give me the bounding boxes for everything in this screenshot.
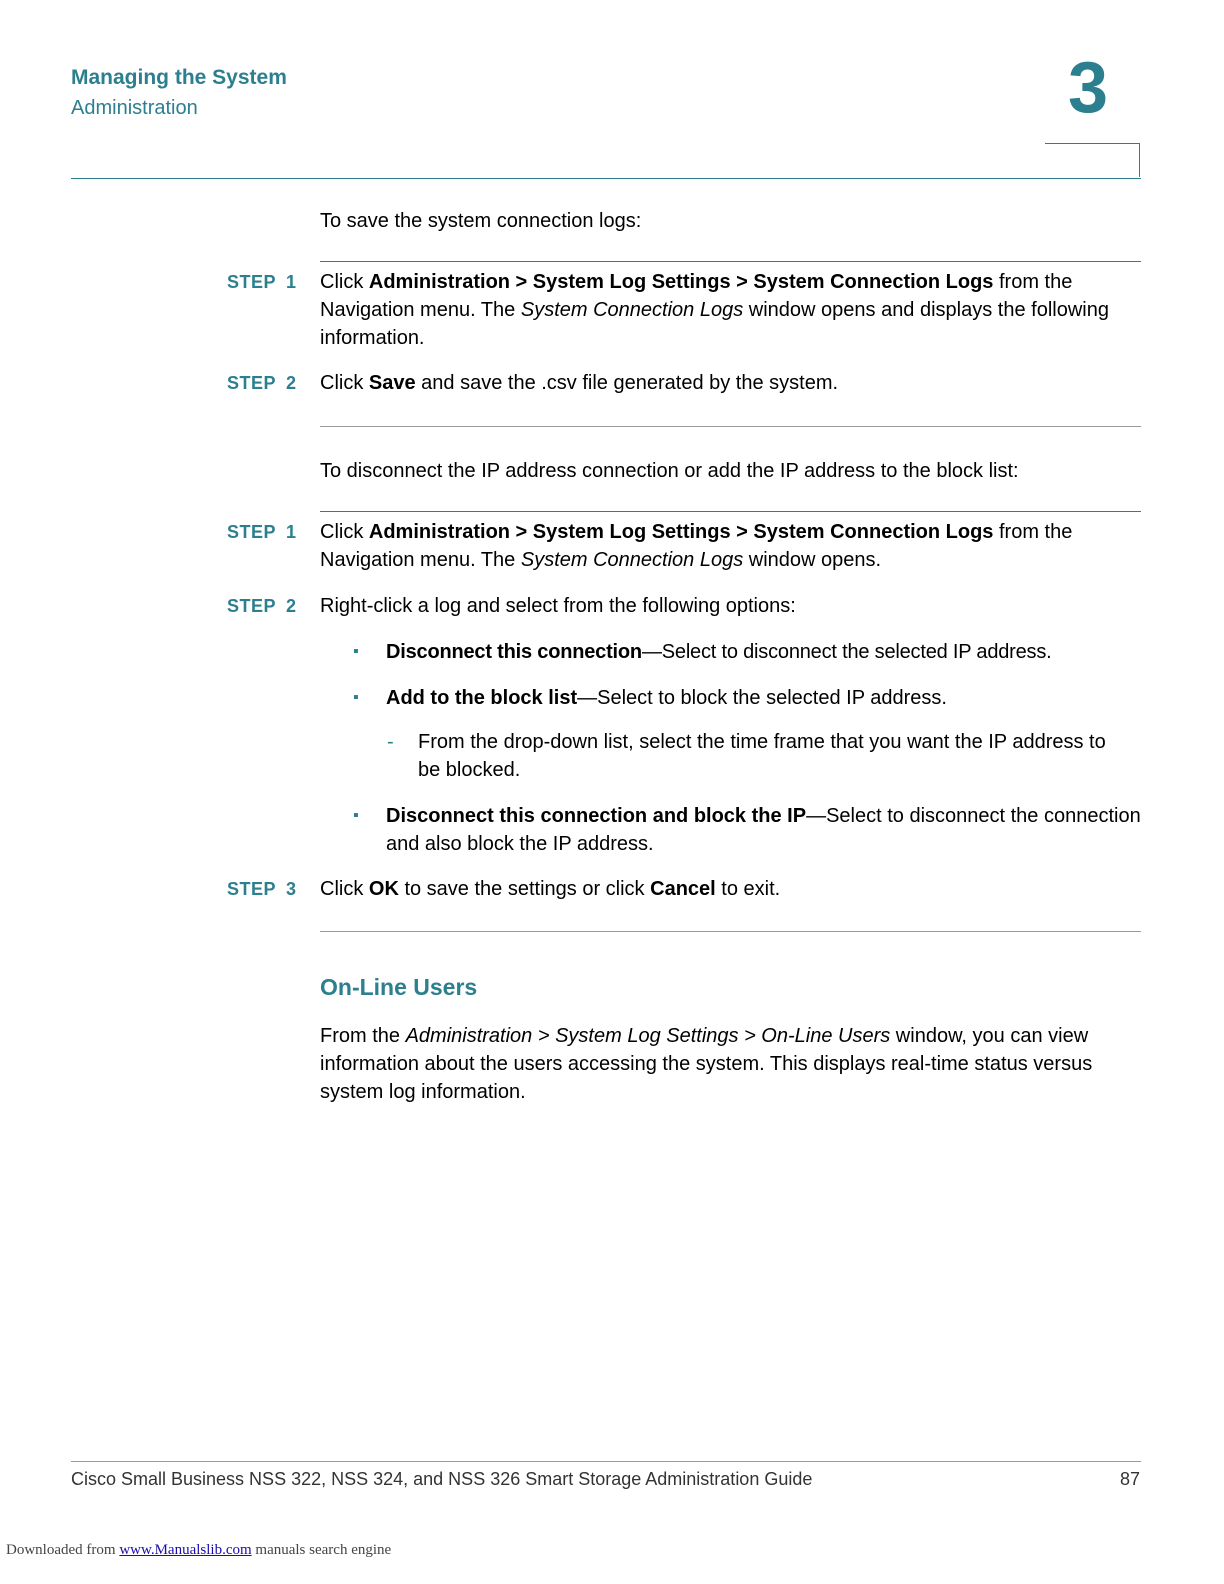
save-logs-step1: [320, 268, 1145, 352]
step-label: [227, 369, 297, 397]
manualslib-link[interactable]: www.Manualslib.com: [119, 1542, 252, 1558]
text: Downloaded from: [6, 1542, 120, 1558]
save-logs-intro: To save the system connection logs:: [320, 210, 642, 232]
window-name: System Connection Logs: [520, 299, 744, 321]
text: From the: [320, 1025, 406, 1047]
option-description: —Select to disconnect the selected IP address.: [641, 641, 1052, 663]
chapter-tab-box: [1045, 143, 1140, 177]
text: Click: [320, 878, 369, 900]
option-name: Add to the block list: [386, 687, 578, 709]
step-number: 3: [286, 879, 297, 899]
step-label: [227, 592, 297, 620]
procedure-end-divider: [320, 931, 1141, 932]
text: to exit.: [715, 878, 781, 900]
text: from the Navigation menu. The: [320, 521, 1073, 571]
step-number: 2: [286, 596, 297, 616]
disconnect-step1: [320, 518, 1145, 574]
text: Click: [320, 521, 369, 543]
page-number: 87: [1119, 1469, 1140, 1489]
bullet-marker: ▪: [353, 689, 359, 706]
footer-divider: [71, 1461, 1141, 1462]
disconnect-step3: [320, 875, 1145, 903]
section-heading: On-Line Users: [320, 974, 478, 1000]
section-subtitle: Administration: [71, 97, 198, 119]
header-divider: [71, 178, 1141, 179]
step-label: [227, 268, 297, 296]
chapter-number: 3: [1068, 48, 1109, 128]
option-description: —Select to block the selected IP address.: [577, 687, 947, 709]
text: from the Navigation menu. The: [320, 271, 1073, 321]
text: Click: [320, 271, 369, 293]
online-users-paragraph: [320, 1022, 1120, 1106]
option-name: Disconnect this connection: [386, 641, 642, 663]
step-number: 1: [286, 522, 297, 542]
dash-marker: -: [387, 731, 394, 753]
sub-option-timeframe: From the drop-down list, select the time frame that you want the IP address to be blocked.: [418, 731, 1106, 781]
step-word: STEP: [227, 272, 277, 292]
text: window opens and displays the following information.: [320, 299, 1109, 349]
chapter-title: Managing the System: [71, 66, 287, 89]
option-description: —Select to disconnect the connection and also block the IP address.: [386, 805, 1141, 855]
text: window opens.: [743, 549, 882, 571]
menu-path: Administration > System Log Settings > System Connection Logs: [368, 521, 994, 543]
option-disconnect: [386, 638, 1146, 666]
step-number: 2: [286, 373, 297, 393]
step-word: STEP: [227, 596, 277, 616]
disconnect-step2: Right-click a log and select from the following options:: [320, 595, 796, 617]
procedure-divider: [320, 261, 1141, 262]
option-disconnect-block: [386, 802, 1141, 858]
procedure-end-divider: [320, 426, 1141, 427]
menu-path: Administration > System Log Settings > System Connection Logs: [368, 271, 994, 293]
text: window, you can view information about the users accessing the system. This displays real-time status versus system log information.: [320, 1025, 1093, 1103]
download-note: [6, 1542, 391, 1559]
step-word: STEP: [227, 522, 277, 542]
option-name: Disconnect this connection and block the IP: [386, 805, 807, 827]
step-label: [227, 875, 297, 903]
window-path: Administration > System Log Settings > On-Line Users: [405, 1025, 891, 1047]
bullet-marker: ▪: [353, 807, 359, 824]
footer-guide-title: Cisco Small Business NSS 322, NSS 324, and NSS 326 Smart Storage Administration Guide: [71, 1469, 813, 1489]
disconnect-intro: To disconnect the IP address connection or add the IP address to the block list:: [320, 460, 1019, 482]
text: Click: [320, 372, 369, 394]
step-word: STEP: [227, 879, 277, 899]
window-name: System Connection Logs: [520, 549, 744, 571]
step-number: 1: [286, 272, 297, 292]
ok-label: OK: [368, 878, 399, 900]
save-label: Save: [368, 372, 416, 394]
option-block-list: [386, 684, 1141, 712]
save-logs-step2: [320, 369, 1145, 397]
text: to save the settings or click: [398, 878, 651, 900]
step-label: [227, 518, 297, 546]
text: manuals search engine: [251, 1542, 392, 1558]
cancel-label: Cancel: [650, 878, 716, 900]
bullet-marker: ▪: [353, 643, 359, 660]
text: and save the .csv file generated by the system.: [415, 372, 839, 394]
step-word: STEP: [227, 373, 277, 393]
procedure-divider: [320, 511, 1141, 512]
